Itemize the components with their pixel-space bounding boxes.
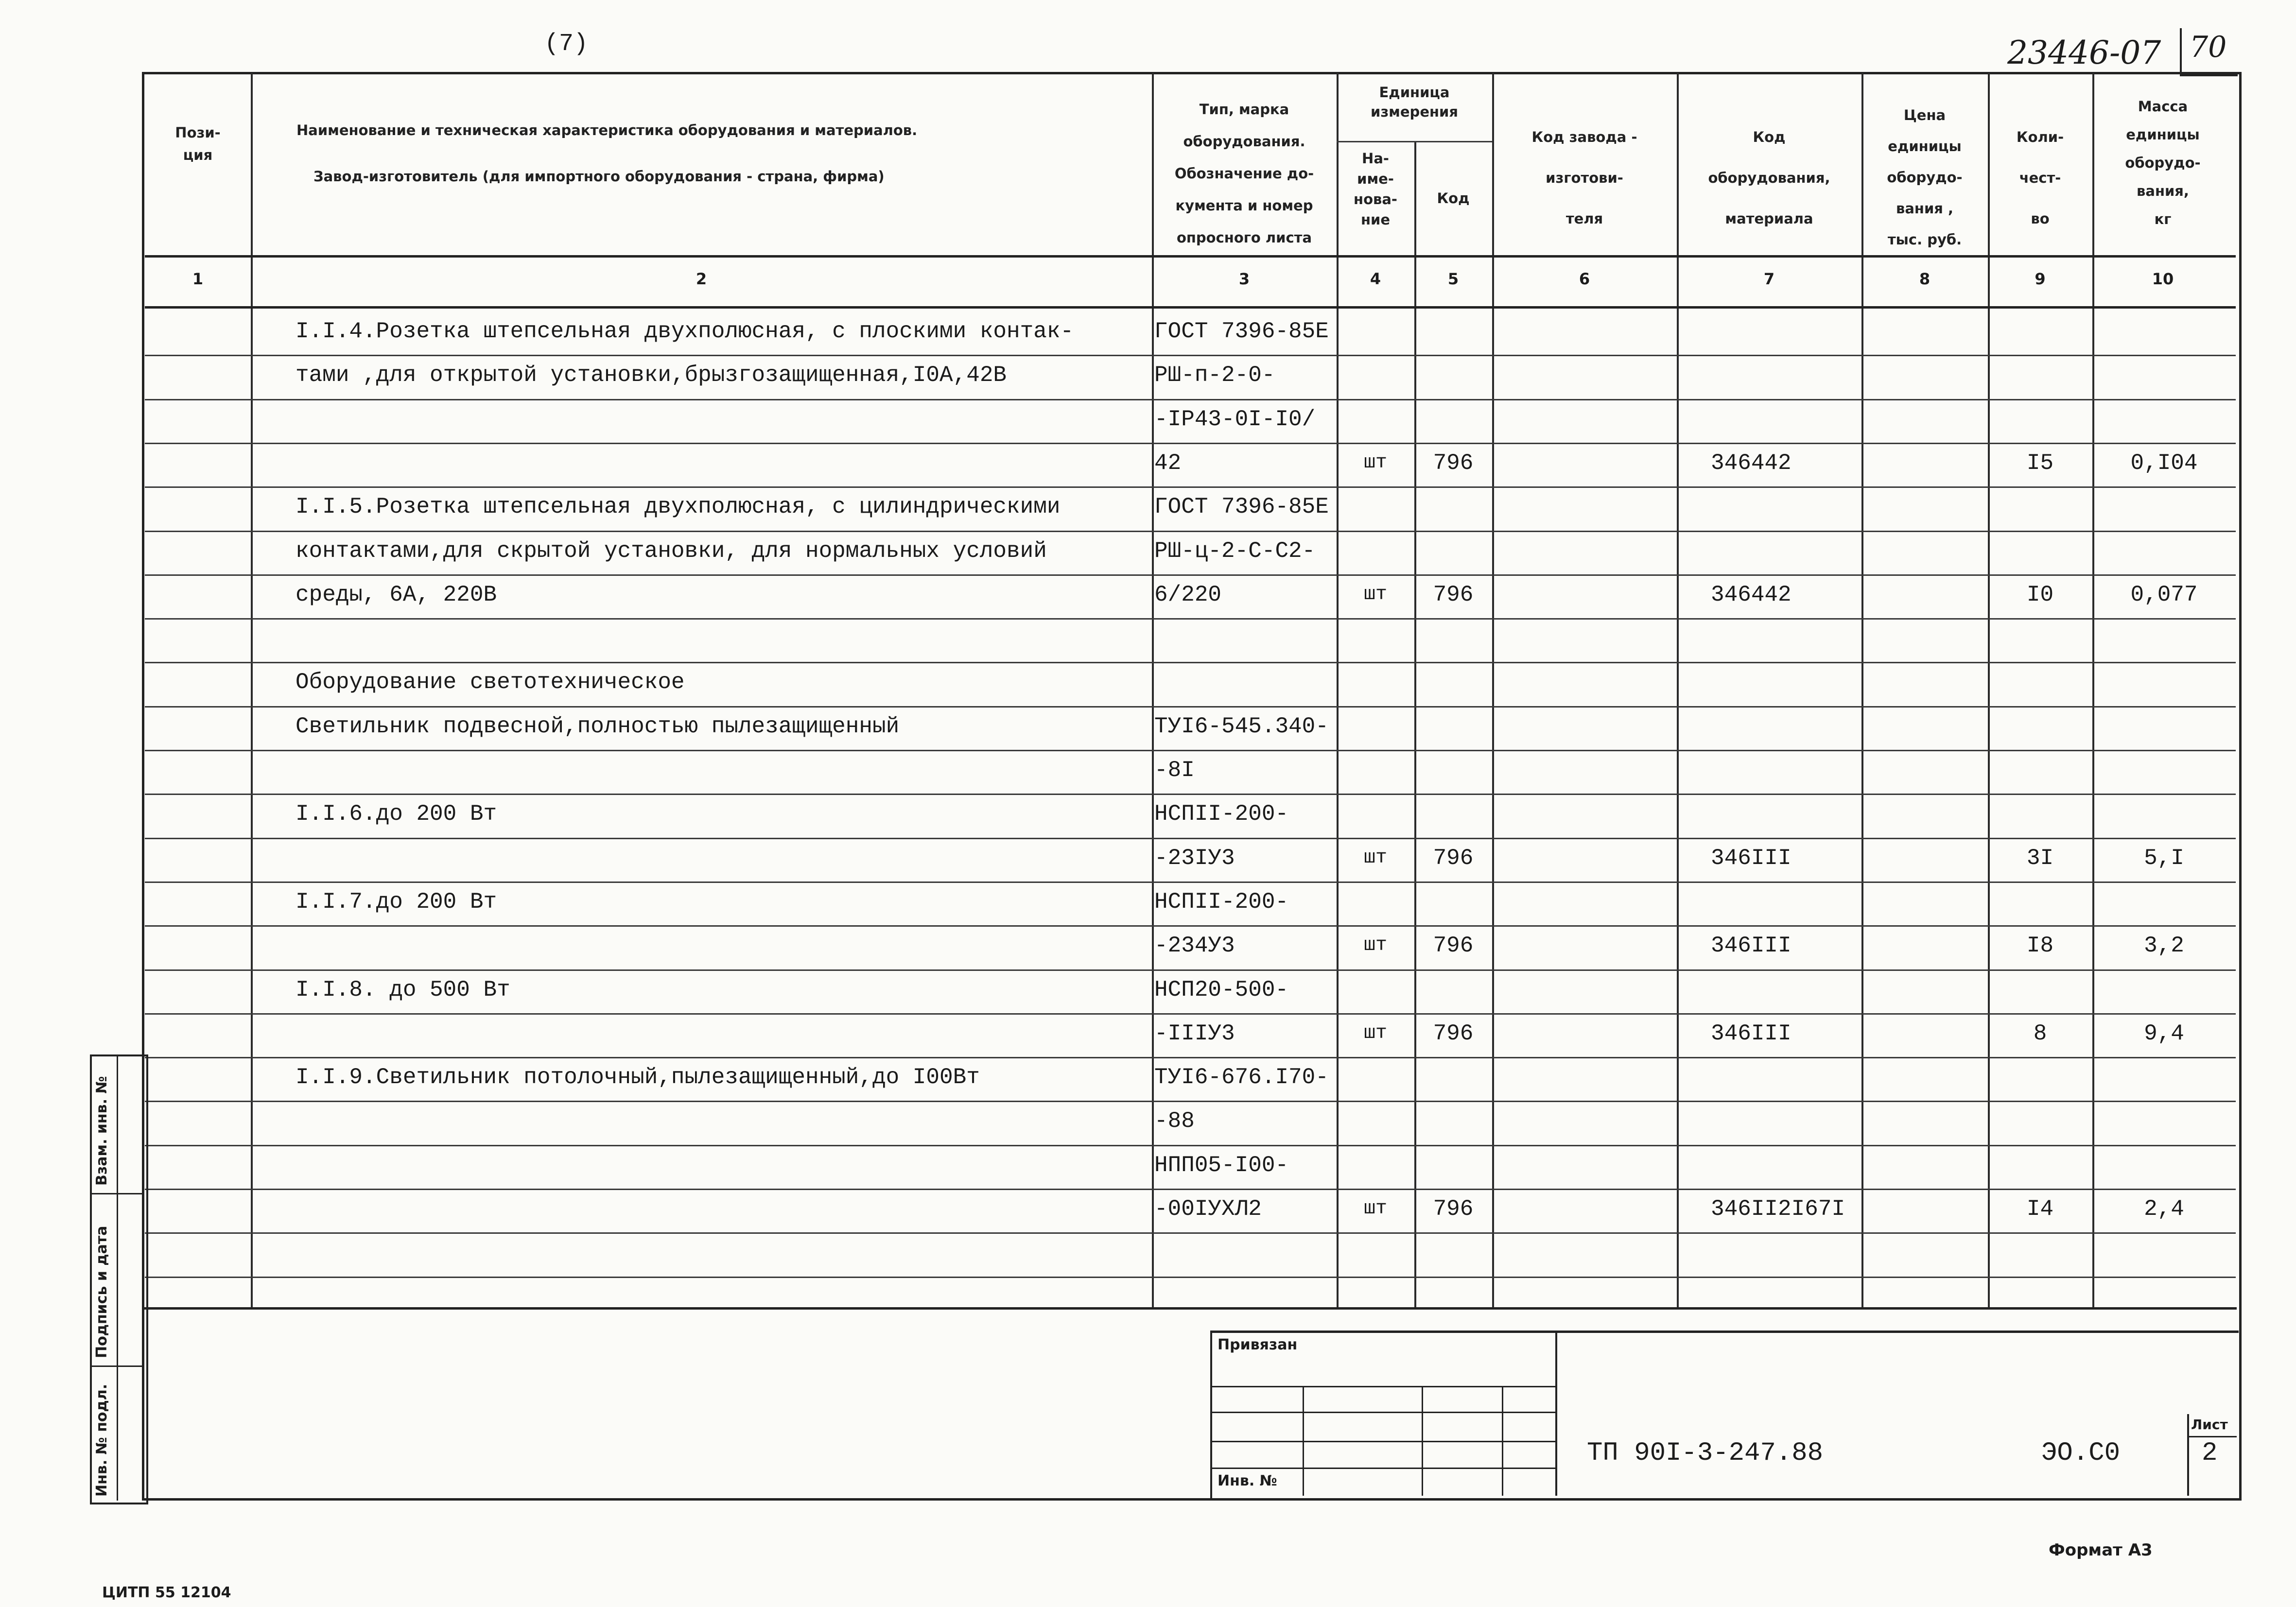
row-unit: шт — [1363, 1198, 1387, 1220]
row-name: I.I.6.до 200 Вт — [296, 801, 497, 827]
row-type: -23IУ3 — [1154, 846, 1235, 871]
row-type: -IIIУ3 — [1154, 1021, 1235, 1046]
header-maker-code: Код завода - изготови- теля — [1531, 129, 1637, 227]
row-unit: шт — [1363, 847, 1387, 869]
table-bottom-line — [144, 1307, 2237, 1310]
column-divider — [1492, 73, 1494, 1307]
row-equip-code: 346III — [1711, 1021, 1792, 1046]
row-line — [145, 618, 2236, 620]
row-name: среды, 6А, 220В — [296, 582, 497, 607]
row-qty: I4 — [2026, 1196, 2054, 1222]
binding-divider — [1303, 1386, 1304, 1496]
row-mass: 2,4 — [2144, 1196, 2184, 1222]
row-line — [145, 1277, 2236, 1278]
header-name-line1: Наименование и техническая характеристика оборудования и материалов. — [296, 122, 918, 138]
row-line — [145, 355, 2236, 356]
row-qty: I5 — [2026, 450, 2054, 476]
header-type: Тип, марка оборудования. Обозначение до- кумента и номер опросного листа — [1174, 101, 1314, 246]
header-unit-name: На- име- нова- ние — [1354, 150, 1397, 228]
row-equip-code: 346442 — [1711, 582, 1792, 607]
column-number: 8 — [1919, 270, 1931, 288]
print-mark: ЦИТП 55 12104 — [102, 1584, 231, 1601]
column-divider — [1337, 73, 1339, 1307]
row-line — [145, 574, 2236, 576]
row-equip-code: 346III — [1711, 846, 1792, 871]
row-type: -00IУХЛ2 — [1154, 1196, 1262, 1222]
row-name: I.I.8. до 500 Вт — [296, 977, 510, 1002]
row-equip-code: 346II2I67I — [1711, 1196, 1845, 1222]
binding-line — [1210, 1386, 1555, 1387]
row-mass: 9,4 — [2144, 1021, 2184, 1046]
binding-divider — [1422, 1386, 1423, 1496]
column-divider — [2092, 73, 2094, 1307]
row-equip-code: 346III — [1711, 933, 1792, 958]
row-mass: 0,I04 — [2130, 450, 2198, 476]
row-equip-code: 346442 — [1711, 450, 1792, 476]
row-mass: 0,077 — [2130, 582, 2198, 607]
column-number: 4 — [1370, 270, 1381, 288]
row-type: -8I — [1154, 758, 1195, 783]
row-qty: 3I — [2026, 846, 2054, 871]
row-type: НПП05-I00- — [1154, 1153, 1289, 1178]
column-divider — [1677, 73, 1679, 1307]
binding-label: Привязан — [1218, 1336, 1298, 1353]
format-label: Формат А3 — [2049, 1540, 2153, 1560]
page-label: (7) — [544, 30, 589, 58]
header-unit-code: Код — [1437, 190, 1470, 207]
row-line — [145, 1057, 2236, 1058]
column-number: 10 — [2152, 270, 2174, 288]
unit-subheader-line — [1337, 141, 1492, 142]
row-qty: I8 — [2026, 933, 2054, 958]
row-line — [145, 794, 2236, 795]
row-line — [145, 486, 2236, 488]
row-type: РШ-п-2-0- — [1154, 363, 1275, 388]
row-type: -IР43-0I-I0/ — [1154, 407, 1316, 432]
header-qty: Коли- чест- во — [2016, 129, 2064, 227]
side-stamp-divider — [90, 1193, 144, 1194]
row-qty: 8 — [2033, 1021, 2047, 1046]
stamp-original-inventory: Инв. № подл. — [93, 1383, 110, 1497]
stamp-signature-date: Подпись и дата — [93, 1226, 110, 1358]
row-type: -234У3 — [1154, 933, 1235, 958]
column-number: 3 — [1238, 270, 1250, 288]
row-unit-code: 796 — [1433, 1196, 1474, 1222]
row-name: тами ,для открытой установки,брызгозащищенная,I0А,42В — [296, 363, 1007, 388]
row-type: НСПII-200- — [1154, 801, 1289, 827]
row-unit-code: 796 — [1433, 846, 1474, 871]
row-line — [145, 1145, 2236, 1146]
stamp-replaced-inventory: Взам. инв. № — [93, 1076, 110, 1186]
row-name: I.I.9.Светильник потолочный,пылезащищенный,до I00Вт — [296, 1065, 980, 1090]
row-type: НСПII-200- — [1154, 889, 1289, 915]
column-divider — [1988, 73, 1990, 1307]
row-line — [145, 925, 2236, 927]
sheet-label: Лист — [2191, 1417, 2228, 1433]
row-name: Оборудование светотехническое — [296, 670, 685, 695]
header-unit: Единица измерения — [1371, 84, 1458, 120]
column-number: 6 — [1579, 270, 1590, 288]
row-name: контактами,для скрытой установки, для нормальных условий — [296, 538, 1047, 564]
row-unit: шт — [1363, 934, 1387, 956]
project-code: ТП 90I-3-247.88 — [1587, 1438, 1824, 1468]
side-stamp-divider — [90, 1365, 144, 1367]
column-divider — [1414, 141, 1416, 1307]
column-number: 5 — [1447, 270, 1459, 288]
column-divider — [1861, 73, 1863, 1307]
column-divider — [251, 73, 253, 1307]
header-equip-code: Код оборудования, материала — [1708, 129, 1830, 227]
sheet-box-line — [2187, 1436, 2237, 1437]
row-name: Светильник подвесной,полностью пылезащищенный — [296, 714, 900, 739]
row-name: I.I.5.Розетка штепсельная двухполюсная, с цилиндрическими — [296, 494, 1061, 519]
row-line — [145, 969, 2236, 971]
row-line — [145, 662, 2236, 663]
row-type: 6/220 — [1154, 582, 1222, 607]
header-mass: Масса единицы оборудо- вания, кг — [2125, 98, 2201, 227]
row-mass: 5,I — [2144, 846, 2184, 871]
section-code: ЭО.С0 — [2041, 1438, 2121, 1468]
binding-line — [1210, 1468, 1555, 1469]
row-type: НСП20-500- — [1154, 977, 1289, 1002]
inventory-label: Инв. № — [1218, 1472, 1277, 1489]
row-unit: шт — [1363, 452, 1387, 474]
row-line — [145, 1101, 2236, 1102]
header-name-line2: Завод-изготовитель (для импортного оборудования - страна, фирма) — [313, 168, 885, 185]
row-line — [145, 881, 2236, 883]
row-line — [145, 706, 2236, 708]
row-unit-code: 796 — [1433, 450, 1474, 476]
header-price: Цена единицы оборудо- вания , тыс. руб. — [1887, 107, 1963, 248]
header-bottom-line — [145, 255, 2236, 258]
row-qty: I0 — [2026, 582, 2054, 607]
row-mass: 3,2 — [2144, 933, 2184, 958]
row-name: I.I.7.до 200 Вт — [296, 889, 497, 915]
row-line — [145, 399, 2236, 400]
row-line — [145, 1013, 2236, 1015]
row-unit-code: 796 — [1433, 1021, 1474, 1046]
column-number: 9 — [2035, 270, 2046, 288]
sheet-number-bottom: 2 — [2202, 1438, 2218, 1468]
row-line — [145, 838, 2236, 839]
column-number: 7 — [1763, 270, 1775, 288]
row-unit: шт — [1363, 1022, 1387, 1044]
row-unit-code: 796 — [1433, 582, 1474, 607]
row-line — [145, 1232, 2236, 1234]
row-line — [145, 1189, 2236, 1190]
row-line — [145, 443, 2236, 444]
column-number: 2 — [696, 270, 707, 288]
header-pos: Пози- ция — [175, 124, 221, 163]
row-type: ГОСТ 7396-85Е — [1154, 319, 1329, 344]
sheet-number: 70 — [2190, 30, 2227, 64]
colnum-bottom-line — [145, 306, 2236, 309]
binding-divider — [1502, 1386, 1503, 1496]
row-line — [145, 750, 2236, 751]
row-type: -88 — [1154, 1108, 1195, 1134]
row-line — [145, 531, 2236, 532]
binding-line — [1210, 1441, 1555, 1442]
row-type: ГОСТ 7396-85Е — [1154, 494, 1329, 519]
row-type: РШ-ц-2-С-С2- — [1154, 538, 1316, 564]
side-stamp-divider — [117, 1054, 118, 1501]
binding-stamp — [1210, 1331, 1557, 1496]
row-type: ТУI6-545.340- — [1154, 714, 1329, 739]
column-number: 1 — [192, 270, 204, 288]
document-number: 23446-07 — [2007, 34, 2161, 71]
row-unit-code: 796 — [1433, 933, 1474, 958]
row-unit: шт — [1363, 584, 1387, 605]
row-name: I.I.4.Розетка штепсельная двухполюсная, с плоскими контак- — [296, 319, 1074, 344]
row-type: 42 — [1154, 450, 1182, 476]
column-divider — [1152, 73, 1154, 1307]
row-type: ТУI6-676.I70- — [1154, 1065, 1329, 1090]
binding-line — [1210, 1412, 1555, 1413]
